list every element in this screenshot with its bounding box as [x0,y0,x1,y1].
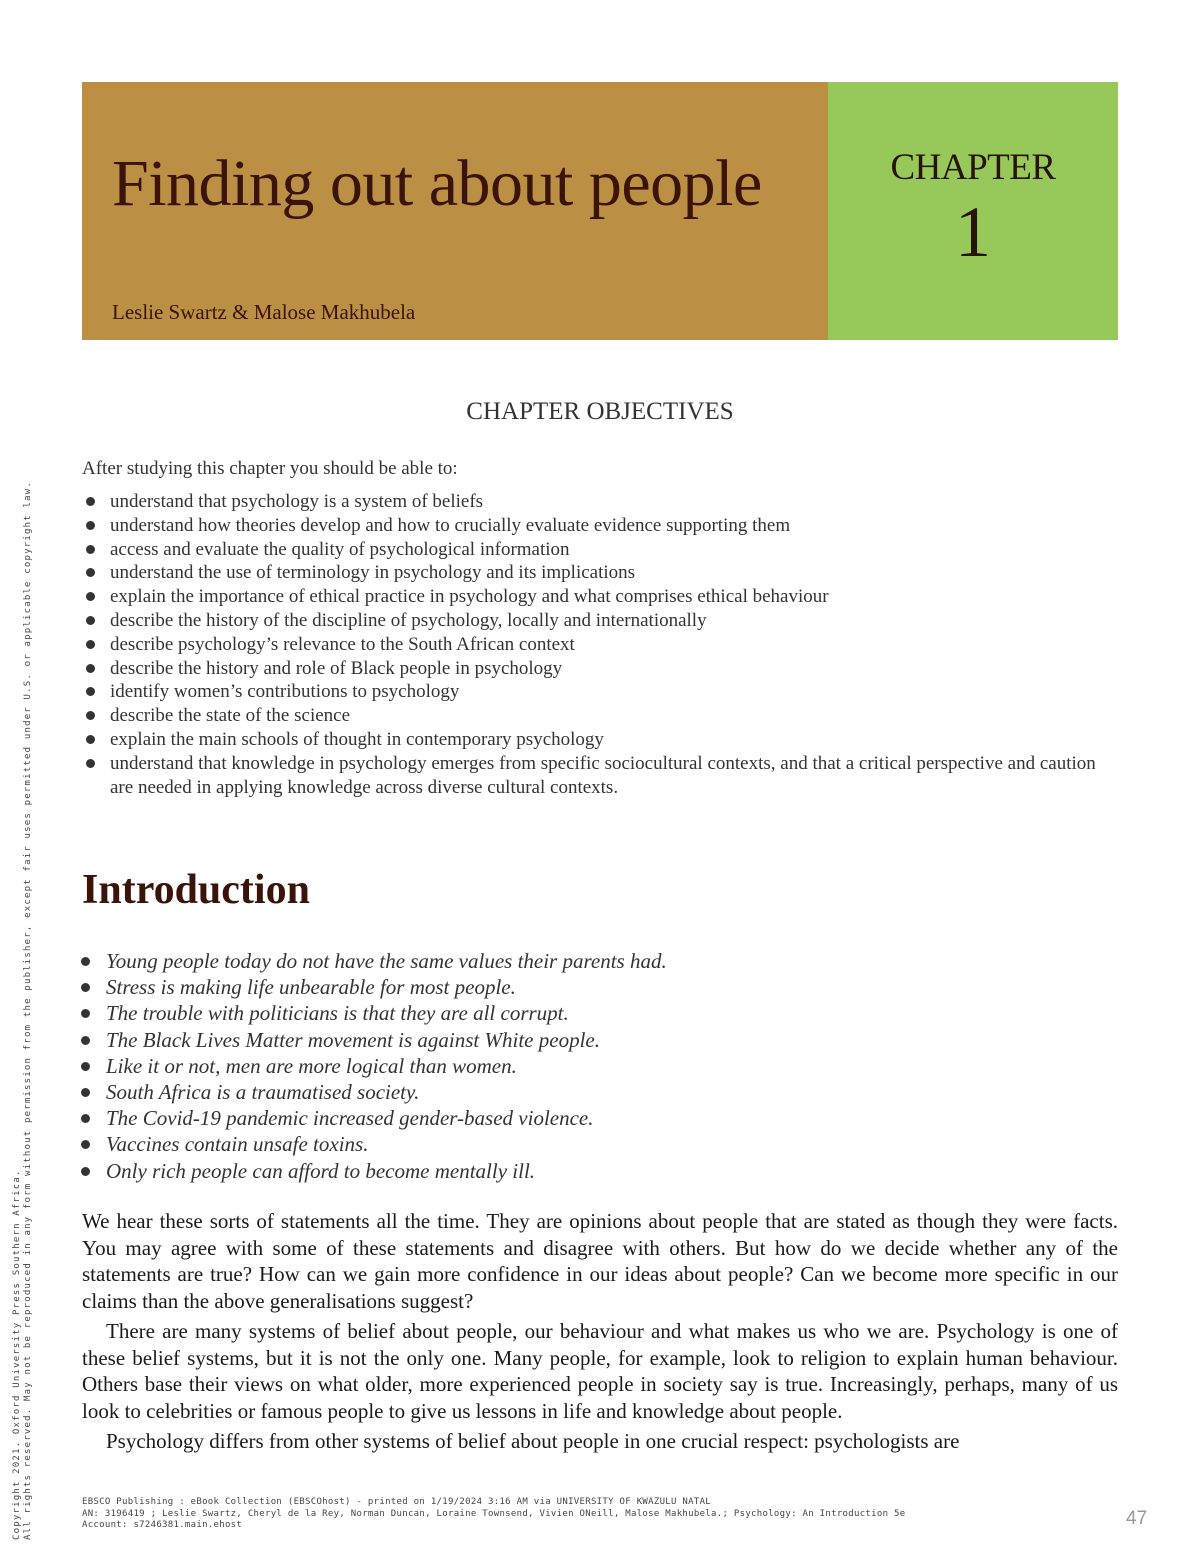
ebsco-footer [82,1497,905,1532]
objectives-heading: CHAPTER OBJECTIVES [466,398,734,425]
statement-item: The Covid-19 pandemic increased gender-based violence. [78,1105,1118,1131]
objective-item: understand how theories develop and how to crucially evaluate evidence supporting them [82,514,1122,538]
page-number: 47 [1126,1508,1148,1529]
statement-item: South Africa is a traumatised society. [78,1079,1118,1105]
objective-item: understand that knowledge in psychology emerges from specific sociocultural contexts, and that a critical perspective and caution are needed in applying knowledge across diverse cultural contexts. [82,752,1122,800]
objective-item: explain the importance of ethical practice in psychology and what comprises ethical behaviour [82,585,1122,609]
objectives-list [82,490,1122,799]
objective-item: understand that psychology is a system of beliefs [82,490,1122,514]
body-paragraph: Psychology differs from other systems of belief about people in one crucial respect: psychologists are [106,1429,960,1453]
statement-item: Like it or not, men are more logical than women. [78,1053,1118,1079]
objective-item: describe the state of the science [82,704,1122,728]
objective-item: describe the history of the discipline of psychology, locally and internationally [82,609,1122,633]
footer-line: Account: s7246381.main.ehost [82,1520,243,1530]
statement-item: Young people today do not have the same values their parents had. [78,948,1118,974]
copyright-line: Copyright 2021. Oxford University Press Southern Africa. [12,1169,22,1540]
objective-item: understand the use of terminology in psychology and its implications [82,561,1122,585]
body-paragraph: We hear these sorts of statements all the time. They are opinions about people that are stated as though they were facts. You may agree with some of these statements and disagree with others. But how do we decide whether any of the statements are true? How can we gain more confidence in our ideas about people? Can we become more specific in our claims than the above generalisations suggest? [82,1209,1118,1313]
body-paragraph: There are many systems of belief about people, our behaviour and what makes us who we are. Psychology is one of these belief systems, but it is not the only one. Many people, for example, look to religion to explain human behaviour. Others base their views on what older, more experienced people in society say is true. Increasingly, perhaps, many of us look to celebrities or famous people to give us lessons in life and knowledge about people. [82,1319,1118,1423]
introduction-body [82,1208,1118,1459]
footer-line: EBSCO Publishing : eBook Collection (EBSCOhost) - printed on 1/19/2024 3:16 AM via UNIVERSITY OF KWAZULU NATAL [82,1497,712,1507]
chapter-title: Finding out about people [112,147,762,220]
chapter-number-panel [828,82,1118,340]
chapter-number: 1 [955,192,991,272]
statement-item: Only rich people can afford to become mentally ill. [78,1158,1118,1184]
objectives-intro: After studying this chapter you should be able to: [82,458,458,479]
objective-item: explain the main schools of thought in contemporary psychology [82,728,1122,752]
footer-line: AN: 3196419 ; Leslie Swartz, Cheryl de la Rey, Norman Duncan, Loraine Townsend, Vivien ONeill, Malose Makhubela.; Psychology: An Introduction 5e [82,1508,906,1519]
objective-item: describe psychology’s relevance to the South African context [82,633,1122,657]
statement-item: The Black Lives Matter movement is against White people. [78,1027,1118,1053]
copyright-notice [12,400,34,1540]
chapter-authors: Leslie Swartz & Malose Makhubela [112,300,416,324]
chapter-banner [82,82,1118,340]
statement-item: Vaccines contain unsafe toxins. [78,1131,1118,1157]
objective-item: identify women’s contributions to psychology [82,680,1122,704]
chapter-label: CHAPTER [890,147,1056,188]
rights-line: All rights reserved. May not be reproduced in any form without permission from the publisher, except fair uses permitted under U.S. or applicable copyright law. [23,481,33,1540]
introduction-heading: Introduction [82,867,310,913]
objective-item: access and evaluate the quality of psychological information [82,538,1122,562]
title-panel [82,82,828,340]
statement-item: Stress is making life unbearable for most people. [78,974,1118,1000]
objective-item: describe the history and role of Black people in psychology [82,657,1122,681]
statement-item: The trouble with politicians is that they are all corrupt. [78,1000,1118,1026]
statements-list [78,948,1118,1184]
